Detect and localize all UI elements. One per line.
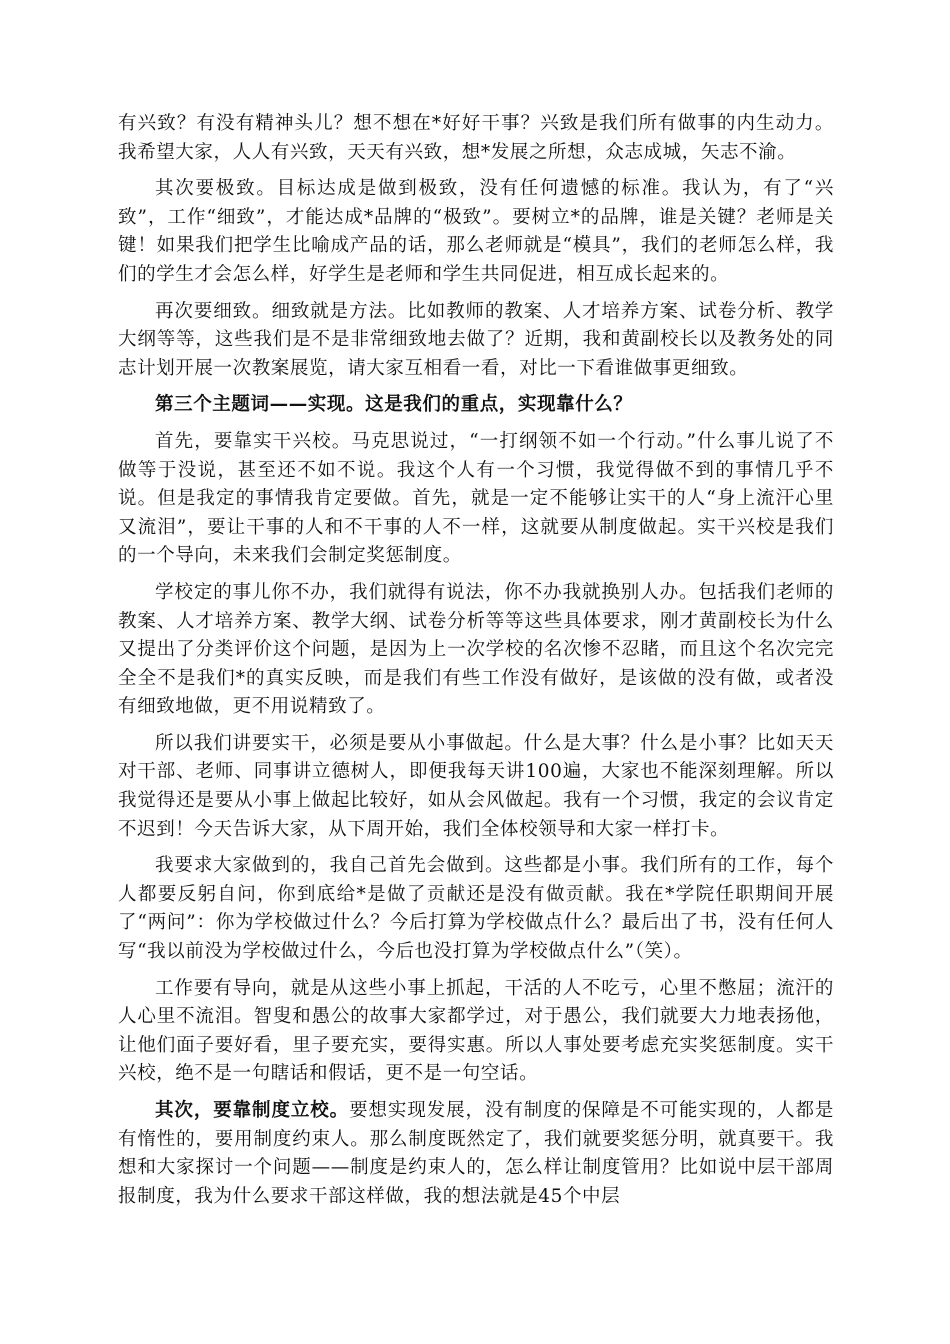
paragraph-self-reflection: 我要求大家做到的，我自己首先会做到。这些都是小事。我们所有的工作，每个人都要反躬自问，你到底给*是做了贡献还是没有做贡献。我在*学院任职期间开展了“两问”：你为学校做过什么？今后打算为学校做点什么？最后出了书，没有任何人写“我以前没为学校做过什么，今后也没打算为学校做点什么”（笑）。: [118, 855, 834, 963]
paragraph-small-things: 所以我们讲要实干，必须是要从小事做起。什么是大事？什么是小事？比如天天对干部、老师、同事讲立德树人，即便我每天讲100遍，大家也不能深刻理解。所以我觉得还是要从小事上做起比较好，如从会风做起。我有一个习惯，我定的会议肯定不迟到！今天告诉大家，从下周开始，我们全体校领导和大家一样打卡。: [118, 732, 834, 840]
document-page: [118, 110, 834, 1211]
paragraph-interest: 有兴致？有没有精神头儿？想不想在*好好干事？兴致是我们所有做事的内生动力。我希望大家，人人有兴致，天天有兴致，想*发展之所想，众志成城，矢志不渝。: [118, 113, 834, 163]
paragraph-work-orientation: 工作要有导向，就是从这些小事上抓起，干活的人不吃亏，心里不憋屈；流汗的人心里不流泪。智叟和愚公的故事大家都学过，对于愚公，我们就要大力地表扬他，让他们面子要好看，里子要充实，要得实惠。所以人事处要考虑充实奖惩制度。实干兴校，绝不是一句瞎话和假话，更不是一句空话。: [118, 977, 834, 1085]
paragraph-meticulous: 再次要细致。细致就是方法。比如教师的教案、人才培养方案、试卷分析、教学大纲等等，这些我们是不是非常细致地去做了？近期，我和黄副校长以及教务处的同志计划开展一次教案展览，请大家互相看一看，对比一下看谁做事更细致。: [118, 300, 834, 379]
paragraph-institution: [118, 1097, 834, 1211]
paragraph-practical-work: 首先，要靠实干兴校。马克思说过，“一打纲领不如一个行动。”什么事儿说了不做等于没说，甚至还不如不说。我这个人有一个习惯，我觉得做不到的事情几乎不说。但是我定的事情我肯定要做。首先，就是一定不能够让实干的人“身上流汗心里又流泪”，要让干事的人和不干事的人不一样，这就要从制度做起。实干兴校是我们的一个导向，未来我们会制定奖惩制度。: [118, 430, 834, 567]
paragraph-excellence: 其次要极致。目标达成是做到极致，没有任何遗憾的标准。我认为，有了“兴致”，工作“细致”，才能达成*品牌的“极致”。要树立*的品牌，谁是关键？老师是关键！如果我们把学生比喻成产品的话，那么老师就是“模具”，我们的老师怎么样，我们的学生才会怎么样，好学生是老师和学生共同促进，相互成长起来的。: [118, 178, 834, 285]
paragraph-lead-phrase: 其次，要靠制度立校。: [155, 1100, 350, 1121]
paragraph-school-tasks: 学校定的事儿你不办，我们就得有说法，你不办我就换别人办。包括我们老师的教案、人才培养方案、教学大纲、试卷分析等等这些具体要求，刚才黄副校长为什么又提出了分类评价这个问题，是因为上一次学校的名次惨不忍睹，而且这个名次完完全全不是我们*的真实反映，而是我们有些工作没有做好，是该做的没有做，或者没有细致地做，更不用说精致了。: [118, 581, 834, 718]
section-heading-realization: 第三个主题词——实现。这是我们的重点，实现靠什么？: [155, 394, 633, 416]
paragraph-body-text: 要想实现发展，没有制度的保障是不可能实现的，人都是有惰性的，要用制度约束人。那么制度既然定了，我们就要奖惩分明，就真要干。我想和大家探讨一个问题——制度是约束人的，怎么样让制度管用？比如说中层干部周报制度，我为什么要求干部这样做，我的想法就是45个中层: [118, 1100, 834, 1207]
